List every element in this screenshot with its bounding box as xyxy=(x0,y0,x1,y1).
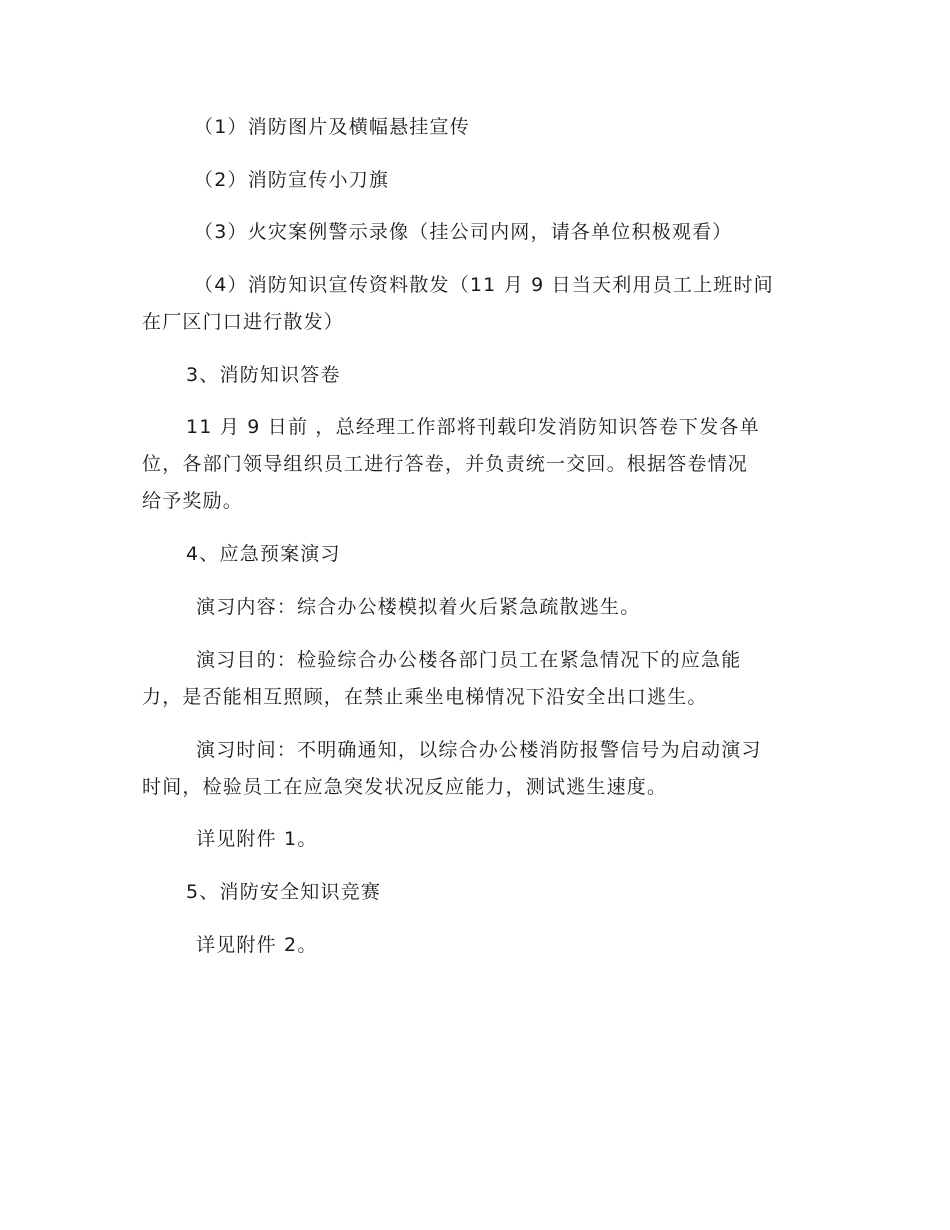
drill-content: 演习内容：综合办公楼模拟着火后紧急疏散逃生。 xyxy=(196,596,641,618)
section-heading-4: 4、应急预案演习 xyxy=(186,543,341,565)
drill-purpose-line-1: 演习目的：检验综合办公楼各部门员工在紧急情况下的应急能 xyxy=(196,649,742,671)
drill-purpose-line-2: 力，是否能相互照顾，在禁止乘坐电梯情况下沿安全出口逃生。 xyxy=(142,686,708,708)
answer-sheet-para-line-2: 位，各部门领导组织员工进行答卷，并负责统一交回。根据答卷情况 xyxy=(142,453,749,475)
item-3-case-videos: （3）火灾案例警示录像（挂公司内网，请各单位积极观看） xyxy=(194,221,733,243)
item-4-leaflets-line-1: （4）消防知识宣传资料散发（11 月 9 日当天利用员工上班时间 xyxy=(194,274,774,296)
drill-time-line-2: 时间，检验员工在应急突发状况反应能力，测试逃生速度。 xyxy=(142,776,668,798)
see-appendix-1: 详见附件 1。 xyxy=(196,828,318,850)
item-4-leaflets-line-2: 在厂区门口进行散发） xyxy=(142,311,345,333)
item-2-small-flags: （2）消防宣传小刀旗 xyxy=(194,169,390,191)
answer-sheet-para-line-1: 11 月 9 日前 ，总经理工作部将刊载印发消防知识答卷下发各单 xyxy=(186,416,760,438)
section-heading-5: 5、消防安全知识竞赛 xyxy=(186,881,382,903)
see-appendix-2: 详见附件 2。 xyxy=(196,934,318,956)
drill-time-line-1: 演习时间：不明确通知，以综合办公楼消防报警信号为启动演习 xyxy=(196,739,762,761)
item-1-posters-banners: （1）消防图片及横幅悬挂宣传 xyxy=(194,116,470,138)
answer-sheet-para-line-3: 给予奖励。 xyxy=(142,490,244,512)
section-heading-3: 3、消防知识答卷 xyxy=(186,364,341,386)
